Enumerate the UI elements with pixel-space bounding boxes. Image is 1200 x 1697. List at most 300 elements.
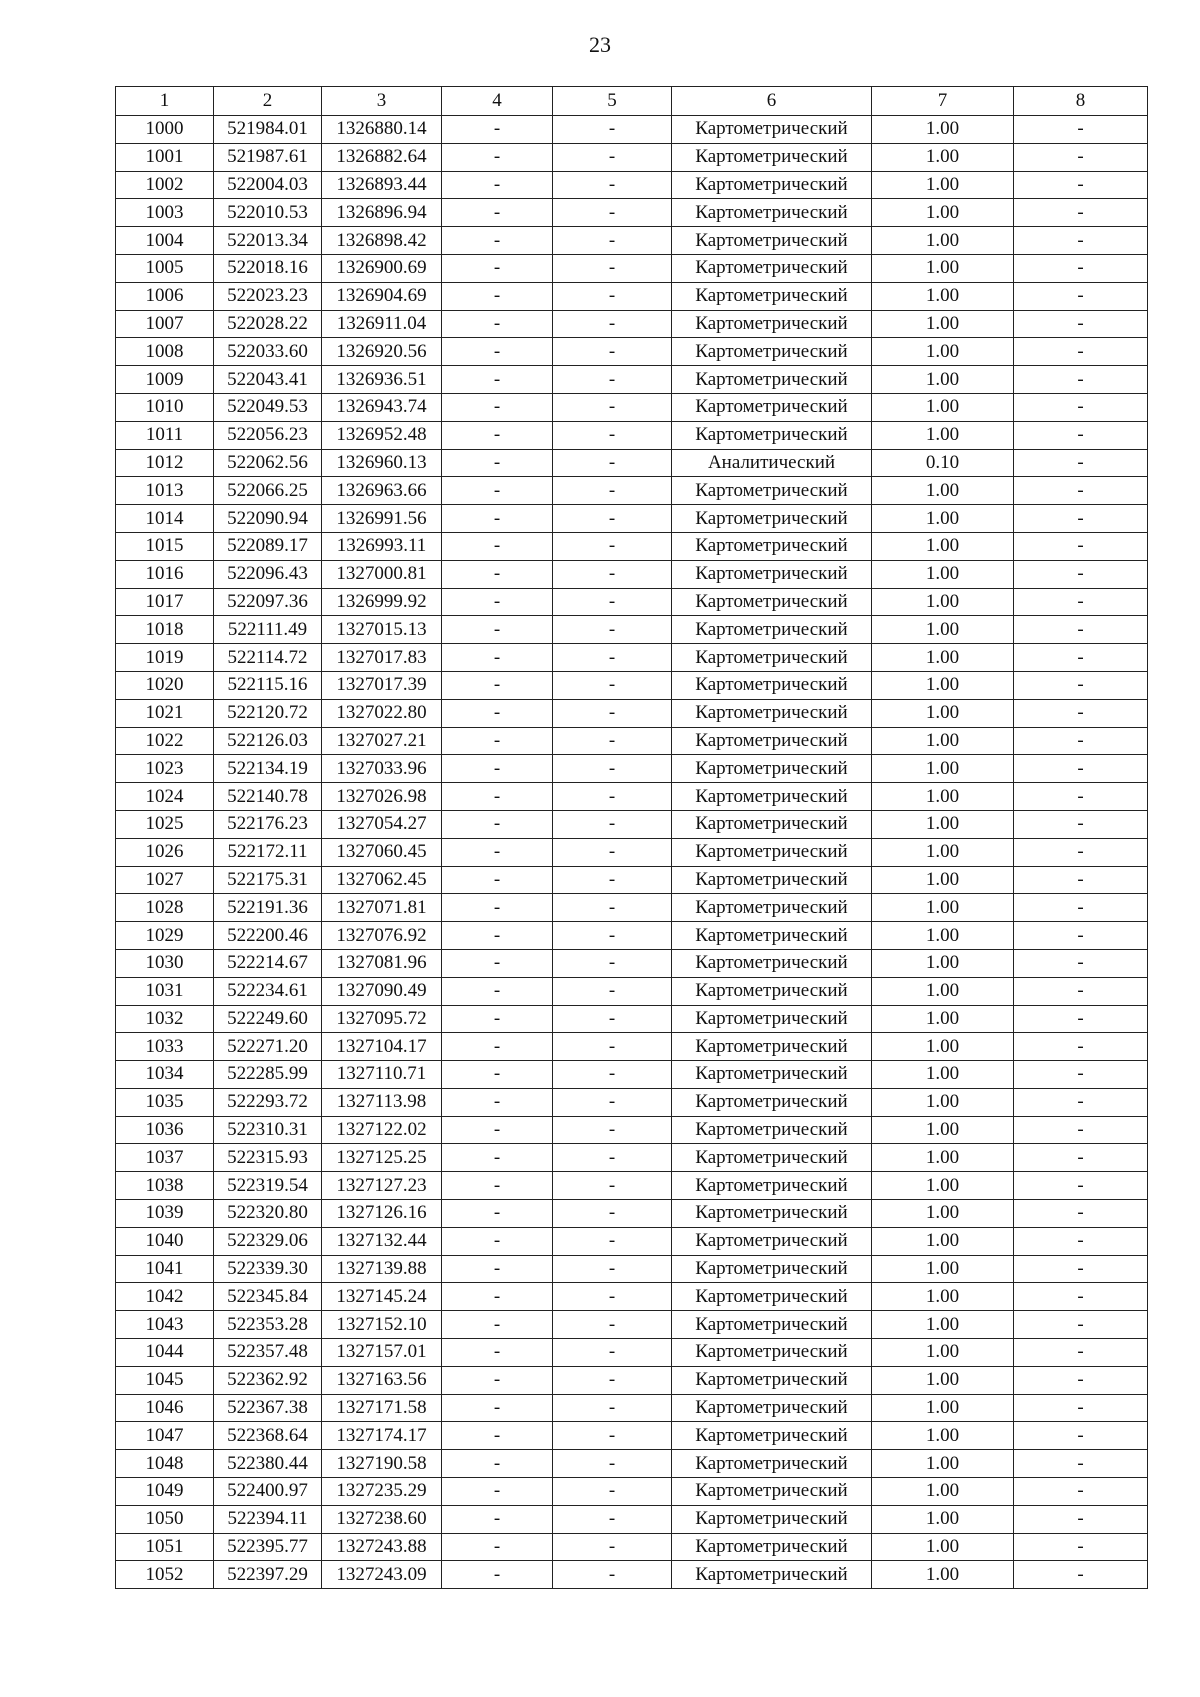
cell-column-8: - (1014, 310, 1148, 338)
cell-accuracy: 1.00 (872, 1339, 1014, 1367)
cell-column-8: - (1014, 810, 1148, 838)
cell-x-coordinate: 522285.99 (214, 1061, 322, 1089)
header-column-4: 4 (442, 87, 553, 116)
cell-accuracy: 1.00 (872, 1478, 1014, 1506)
table-row (116, 282, 1148, 310)
cell-column-8: - (1014, 977, 1148, 1005)
cell-y-coordinate: 1327157.01 (322, 1339, 442, 1367)
cell-column-5: - (553, 1033, 672, 1061)
cell-method: Картометрический (672, 1033, 872, 1061)
cell-accuracy: 1.00 (872, 588, 1014, 616)
table-row (116, 644, 1148, 672)
cell-y-coordinate: 1327113.98 (322, 1088, 442, 1116)
cell-y-coordinate: 1327054.27 (322, 810, 442, 838)
cell-accuracy: 1.00 (872, 1088, 1014, 1116)
cell-column-8: - (1014, 755, 1148, 783)
cell-accuracy: 1.00 (872, 616, 1014, 644)
cell-y-coordinate: 1327095.72 (322, 1005, 442, 1033)
cell-accuracy: 1.00 (872, 116, 1014, 144)
cell-accuracy: 1.00 (872, 922, 1014, 950)
cell-column-8: - (1014, 421, 1148, 449)
cell-column-4: - (442, 282, 553, 310)
cell-point-number: 1002 (116, 171, 214, 199)
cell-method: Картометрический (672, 1422, 872, 1450)
cell-column-4: - (442, 671, 553, 699)
cell-x-coordinate: 522310.31 (214, 1116, 322, 1144)
cell-accuracy: 1.00 (872, 1144, 1014, 1172)
cell-x-coordinate: 522134.19 (214, 755, 322, 783)
cell-accuracy: 1.00 (872, 783, 1014, 811)
cell-method: Картометрический (672, 1200, 872, 1228)
cell-method: Картометрический (672, 1478, 872, 1506)
cell-x-coordinate: 522120.72 (214, 699, 322, 727)
cell-x-coordinate: 522271.20 (214, 1033, 322, 1061)
cell-column-8: - (1014, 1061, 1148, 1089)
cell-column-8: - (1014, 171, 1148, 199)
header-row (116, 87, 1148, 116)
cell-x-coordinate: 522126.03 (214, 727, 322, 755)
cell-method: Картометрический (672, 310, 872, 338)
cell-column-5: - (553, 671, 672, 699)
cell-column-8: - (1014, 1533, 1148, 1561)
cell-accuracy: 1.00 (872, 199, 1014, 227)
cell-column-8: - (1014, 1172, 1148, 1200)
cell-column-5: - (553, 1005, 672, 1033)
cell-point-number: 1024 (116, 783, 214, 811)
cell-point-number: 1037 (116, 1144, 214, 1172)
cell-point-number: 1000 (116, 116, 214, 144)
cell-method: Картометрический (672, 116, 872, 144)
cell-column-8: - (1014, 1394, 1148, 1422)
cell-accuracy: 1.00 (872, 1450, 1014, 1478)
cell-method: Картометрический (672, 560, 872, 588)
cell-column-5: - (553, 1255, 672, 1283)
cell-column-8: - (1014, 449, 1148, 477)
cell-column-5: - (553, 1088, 672, 1116)
cell-column-5: - (553, 1311, 672, 1339)
cell-column-8: - (1014, 1005, 1148, 1033)
cell-y-coordinate: 1326896.94 (322, 199, 442, 227)
cell-column-8: - (1014, 1561, 1148, 1589)
cell-column-5: - (553, 477, 672, 505)
cell-method: Картометрический (672, 866, 872, 894)
cell-point-number: 1004 (116, 227, 214, 255)
cell-column-4: - (442, 977, 553, 1005)
table-row (116, 1200, 1148, 1228)
cell-point-number: 1011 (116, 421, 214, 449)
cell-column-4: - (442, 1505, 553, 1533)
cell-x-coordinate: 522049.53 (214, 393, 322, 421)
cell-column-4: - (442, 755, 553, 783)
cell-y-coordinate: 1327152.10 (322, 1311, 442, 1339)
cell-accuracy: 1.00 (872, 1561, 1014, 1589)
cell-x-coordinate: 522339.30 (214, 1255, 322, 1283)
cell-column-8: - (1014, 1227, 1148, 1255)
cell-column-4: - (442, 338, 553, 366)
table-row (116, 449, 1148, 477)
cell-y-coordinate: 1326991.56 (322, 505, 442, 533)
cell-method: Картометрический (672, 922, 872, 950)
cell-y-coordinate: 1327104.17 (322, 1033, 442, 1061)
cell-column-5: - (553, 310, 672, 338)
table-row (116, 1005, 1148, 1033)
cell-column-8: - (1014, 1255, 1148, 1283)
cell-x-coordinate: 522319.54 (214, 1172, 322, 1200)
cell-point-number: 1045 (116, 1366, 214, 1394)
cell-column-4: - (442, 1144, 553, 1172)
cell-column-5: - (553, 421, 672, 449)
cell-column-8: - (1014, 560, 1148, 588)
cell-x-coordinate: 522013.34 (214, 227, 322, 255)
cell-column-4: - (442, 1422, 553, 1450)
cell-column-5: - (553, 1422, 672, 1450)
cell-x-coordinate: 522400.97 (214, 1478, 322, 1506)
cell-point-number: 1025 (116, 810, 214, 838)
cell-column-4: - (442, 810, 553, 838)
cell-column-5: - (553, 894, 672, 922)
cell-method: Картометрический (672, 1311, 872, 1339)
cell-y-coordinate: 1327243.88 (322, 1533, 442, 1561)
cell-column-5: - (553, 949, 672, 977)
cell-y-coordinate: 1327145.24 (322, 1283, 442, 1311)
cell-method: Картометрический (672, 143, 872, 171)
cell-x-coordinate: 522362.92 (214, 1366, 322, 1394)
cell-point-number: 1034 (116, 1061, 214, 1089)
cell-y-coordinate: 1327017.39 (322, 671, 442, 699)
cell-method: Картометрический (672, 783, 872, 811)
table-row (116, 1366, 1148, 1394)
cell-accuracy: 1.00 (872, 338, 1014, 366)
cell-column-5: - (553, 588, 672, 616)
cell-y-coordinate: 1327238.60 (322, 1505, 442, 1533)
cell-method: Картометрический (672, 393, 872, 421)
cell-y-coordinate: 1326920.56 (322, 338, 442, 366)
cell-column-5: - (553, 338, 672, 366)
cell-method: Картометрический (672, 949, 872, 977)
cell-accuracy: 1.00 (872, 1422, 1014, 1450)
cell-method: Картометрический (672, 1005, 872, 1033)
cell-column-4: - (442, 1283, 553, 1311)
cell-point-number: 1013 (116, 477, 214, 505)
cell-column-4: - (442, 866, 553, 894)
cell-column-8: - (1014, 588, 1148, 616)
table-row (116, 366, 1148, 394)
cell-column-4: - (442, 1478, 553, 1506)
cell-x-coordinate: 522028.22 (214, 310, 322, 338)
table-row (116, 755, 1148, 783)
cell-y-coordinate: 1327132.44 (322, 1227, 442, 1255)
cell-x-coordinate: 522395.77 (214, 1533, 322, 1561)
cell-x-coordinate: 522097.36 (214, 588, 322, 616)
cell-method: Картометрический (672, 699, 872, 727)
cell-column-4: - (442, 1450, 553, 1478)
cell-y-coordinate: 1326960.13 (322, 449, 442, 477)
cell-column-8: - (1014, 366, 1148, 394)
cell-x-coordinate: 522320.80 (214, 1200, 322, 1228)
cell-y-coordinate: 1327126.16 (322, 1200, 442, 1228)
cell-point-number: 1003 (116, 199, 214, 227)
cell-column-5: - (553, 366, 672, 394)
cell-column-8: - (1014, 143, 1148, 171)
cell-accuracy: 1.00 (872, 727, 1014, 755)
cell-point-number: 1032 (116, 1005, 214, 1033)
header-x-coordinate: 2 (214, 87, 322, 116)
cell-accuracy: 1.00 (872, 866, 1014, 894)
cell-point-number: 1046 (116, 1394, 214, 1422)
cell-point-number: 1022 (116, 727, 214, 755)
cell-column-4: - (442, 1561, 553, 1589)
cell-column-4: - (442, 1366, 553, 1394)
cell-column-4: - (442, 1033, 553, 1061)
cell-accuracy: 1.00 (872, 1172, 1014, 1200)
cell-column-5: - (553, 532, 672, 560)
cell-point-number: 1014 (116, 505, 214, 533)
cell-x-coordinate: 521984.01 (214, 116, 322, 144)
cell-accuracy: 1.00 (872, 977, 1014, 1005)
cell-column-5: - (553, 199, 672, 227)
cell-column-5: - (553, 783, 672, 811)
table-row (116, 783, 1148, 811)
cell-point-number: 1028 (116, 894, 214, 922)
cell-accuracy: 1.00 (872, 143, 1014, 171)
cell-point-number: 1029 (116, 922, 214, 950)
cell-column-8: - (1014, 1339, 1148, 1367)
cell-method: Картометрический (672, 227, 872, 255)
cell-point-number: 1033 (116, 1033, 214, 1061)
cell-column-8: - (1014, 1144, 1148, 1172)
cell-y-coordinate: 1327090.49 (322, 977, 442, 1005)
cell-accuracy: 1.00 (872, 421, 1014, 449)
cell-column-4: - (442, 393, 553, 421)
cell-accuracy: 1.00 (872, 1311, 1014, 1339)
cell-column-4: - (442, 727, 553, 755)
cell-column-4: - (442, 949, 553, 977)
cell-method: Картометрический (672, 894, 872, 922)
table-row (116, 199, 1148, 227)
table-row (116, 310, 1148, 338)
cell-column-8: - (1014, 1116, 1148, 1144)
table-row (116, 1033, 1148, 1061)
cell-column-5: - (553, 1505, 672, 1533)
cell-column-8: - (1014, 1283, 1148, 1311)
cell-y-coordinate: 1327163.56 (322, 1366, 442, 1394)
cell-column-5: - (553, 116, 672, 144)
cell-method: Картометрический (672, 199, 872, 227)
cell-point-number: 1050 (116, 1505, 214, 1533)
cell-point-number: 1031 (116, 977, 214, 1005)
cell-column-4: - (442, 505, 553, 533)
cell-x-coordinate: 522018.16 (214, 254, 322, 282)
cell-point-number: 1012 (116, 449, 214, 477)
cell-y-coordinate: 1327139.88 (322, 1255, 442, 1283)
cell-column-4: - (442, 838, 553, 866)
cell-accuracy: 1.00 (872, 838, 1014, 866)
cell-accuracy: 1.00 (872, 1061, 1014, 1089)
table-row (116, 338, 1148, 366)
cell-y-coordinate: 1326936.51 (322, 366, 442, 394)
cell-method: Картометрический (672, 1339, 872, 1367)
cell-x-coordinate: 522175.31 (214, 866, 322, 894)
cell-x-coordinate: 522062.56 (214, 449, 322, 477)
cell-column-4: - (442, 143, 553, 171)
table-row (116, 560, 1148, 588)
cell-method: Картометрический (672, 1450, 872, 1478)
cell-y-coordinate: 1327110.71 (322, 1061, 442, 1089)
cell-method: Картометрический (672, 254, 872, 282)
cell-accuracy: 1.00 (872, 949, 1014, 977)
cell-point-number: 1030 (116, 949, 214, 977)
cell-point-number: 1036 (116, 1116, 214, 1144)
header-point-number: 1 (116, 87, 214, 116)
cell-column-4: - (442, 1005, 553, 1033)
cell-x-coordinate: 522368.64 (214, 1422, 322, 1450)
cell-y-coordinate: 1326893.44 (322, 171, 442, 199)
cell-column-5: - (553, 171, 672, 199)
cell-method: Картометрический (672, 1366, 872, 1394)
cell-y-coordinate: 1326904.69 (322, 282, 442, 310)
cell-column-5: - (553, 727, 672, 755)
cell-y-coordinate: 1326898.42 (322, 227, 442, 255)
table-row (116, 1394, 1148, 1422)
cell-method: Картометрический (672, 1394, 872, 1422)
cell-column-4: - (442, 1172, 553, 1200)
cell-method: Картометрический (672, 532, 872, 560)
cell-column-8: - (1014, 866, 1148, 894)
cell-column-5: - (553, 922, 672, 950)
cell-y-coordinate: 1326882.64 (322, 143, 442, 171)
cell-column-5: - (553, 1533, 672, 1561)
cell-column-8: - (1014, 894, 1148, 922)
cell-column-4: - (442, 699, 553, 727)
cell-point-number: 1008 (116, 338, 214, 366)
cell-column-5: - (553, 449, 672, 477)
cell-accuracy: 1.00 (872, 366, 1014, 394)
cell-x-coordinate: 522096.43 (214, 560, 322, 588)
cell-point-number: 1043 (116, 1311, 214, 1339)
cell-point-number: 1049 (116, 1478, 214, 1506)
cell-accuracy: 1.00 (872, 1255, 1014, 1283)
cell-point-number: 1027 (116, 866, 214, 894)
cell-y-coordinate: 1327235.29 (322, 1478, 442, 1506)
cell-column-4: - (442, 1116, 553, 1144)
cell-column-5: - (553, 838, 672, 866)
cell-point-number: 1005 (116, 254, 214, 282)
cell-column-4: - (442, 1394, 553, 1422)
cell-column-5: - (553, 1366, 672, 1394)
table-row (116, 254, 1148, 282)
cell-column-8: - (1014, 1422, 1148, 1450)
cell-point-number: 1020 (116, 671, 214, 699)
table-row (116, 1255, 1148, 1283)
cell-y-coordinate: 1327171.58 (322, 1394, 442, 1422)
cell-accuracy: 1.00 (872, 1394, 1014, 1422)
table-row (116, 171, 1148, 199)
table-row (116, 1088, 1148, 1116)
cell-x-coordinate: 522004.03 (214, 171, 322, 199)
cell-column-5: - (553, 977, 672, 1005)
header-method: 6 (672, 87, 872, 116)
cell-y-coordinate: 1326952.48 (322, 421, 442, 449)
cell-column-8: - (1014, 1505, 1148, 1533)
cell-y-coordinate: 1327190.58 (322, 1450, 442, 1478)
coordinates-table (115, 86, 1148, 1589)
cell-method: Картометрический (672, 366, 872, 394)
table-row (116, 588, 1148, 616)
cell-accuracy: 1.00 (872, 755, 1014, 783)
cell-column-5: - (553, 810, 672, 838)
cell-accuracy: 1.00 (872, 1505, 1014, 1533)
cell-column-4: - (442, 1339, 553, 1367)
cell-column-8: - (1014, 1311, 1148, 1339)
cell-x-coordinate: 522176.23 (214, 810, 322, 838)
cell-accuracy: 1.00 (872, 393, 1014, 421)
cell-x-coordinate: 522056.23 (214, 421, 322, 449)
cell-y-coordinate: 1326963.66 (322, 477, 442, 505)
cell-column-4: - (442, 588, 553, 616)
table-row (116, 616, 1148, 644)
cell-column-4: - (442, 1533, 553, 1561)
cell-column-5: - (553, 1478, 672, 1506)
cell-y-coordinate: 1327060.45 (322, 838, 442, 866)
cell-y-coordinate: 1326999.92 (322, 588, 442, 616)
cell-y-coordinate: 1327125.25 (322, 1144, 442, 1172)
cell-method: Картометрический (672, 810, 872, 838)
cell-method: Картометрический (672, 755, 872, 783)
cell-column-5: - (553, 1116, 672, 1144)
cell-column-5: - (553, 393, 672, 421)
cell-accuracy: 1.00 (872, 1200, 1014, 1228)
cell-column-8: - (1014, 1450, 1148, 1478)
cell-point-number: 1042 (116, 1283, 214, 1311)
cell-point-number: 1021 (116, 699, 214, 727)
cell-y-coordinate: 1327027.21 (322, 727, 442, 755)
cell-point-number: 1052 (116, 1561, 214, 1589)
table-row (116, 532, 1148, 560)
cell-method: Картометрический (672, 616, 872, 644)
cell-column-4: - (442, 449, 553, 477)
cell-method: Картометрический (672, 282, 872, 310)
cell-column-4: - (442, 922, 553, 950)
cell-accuracy: 1.00 (872, 477, 1014, 505)
header-accuracy: 7 (872, 87, 1014, 116)
table-row (116, 477, 1148, 505)
cell-method: Картометрический (672, 171, 872, 199)
cell-column-5: - (553, 866, 672, 894)
cell-x-coordinate: 522315.93 (214, 1144, 322, 1172)
table-row (116, 838, 1148, 866)
cell-accuracy: 1.00 (872, 644, 1014, 672)
cell-accuracy: 1.00 (872, 227, 1014, 255)
cell-point-number: 1051 (116, 1533, 214, 1561)
cell-x-coordinate: 522345.84 (214, 1283, 322, 1311)
cell-y-coordinate: 1327015.13 (322, 616, 442, 644)
cell-column-5: - (553, 1394, 672, 1422)
cell-column-8: - (1014, 727, 1148, 755)
table-row (116, 227, 1148, 255)
table-row (116, 1172, 1148, 1200)
cell-x-coordinate: 522367.38 (214, 1394, 322, 1422)
cell-x-coordinate: 522066.25 (214, 477, 322, 505)
cell-point-number: 1016 (116, 560, 214, 588)
cell-column-5: - (553, 616, 672, 644)
cell-y-coordinate: 1327081.96 (322, 949, 442, 977)
table-row (116, 421, 1148, 449)
cell-method: Аналитический (672, 449, 872, 477)
cell-point-number: 1006 (116, 282, 214, 310)
table-row (116, 810, 1148, 838)
cell-column-8: - (1014, 199, 1148, 227)
cell-y-coordinate: 1326900.69 (322, 254, 442, 282)
